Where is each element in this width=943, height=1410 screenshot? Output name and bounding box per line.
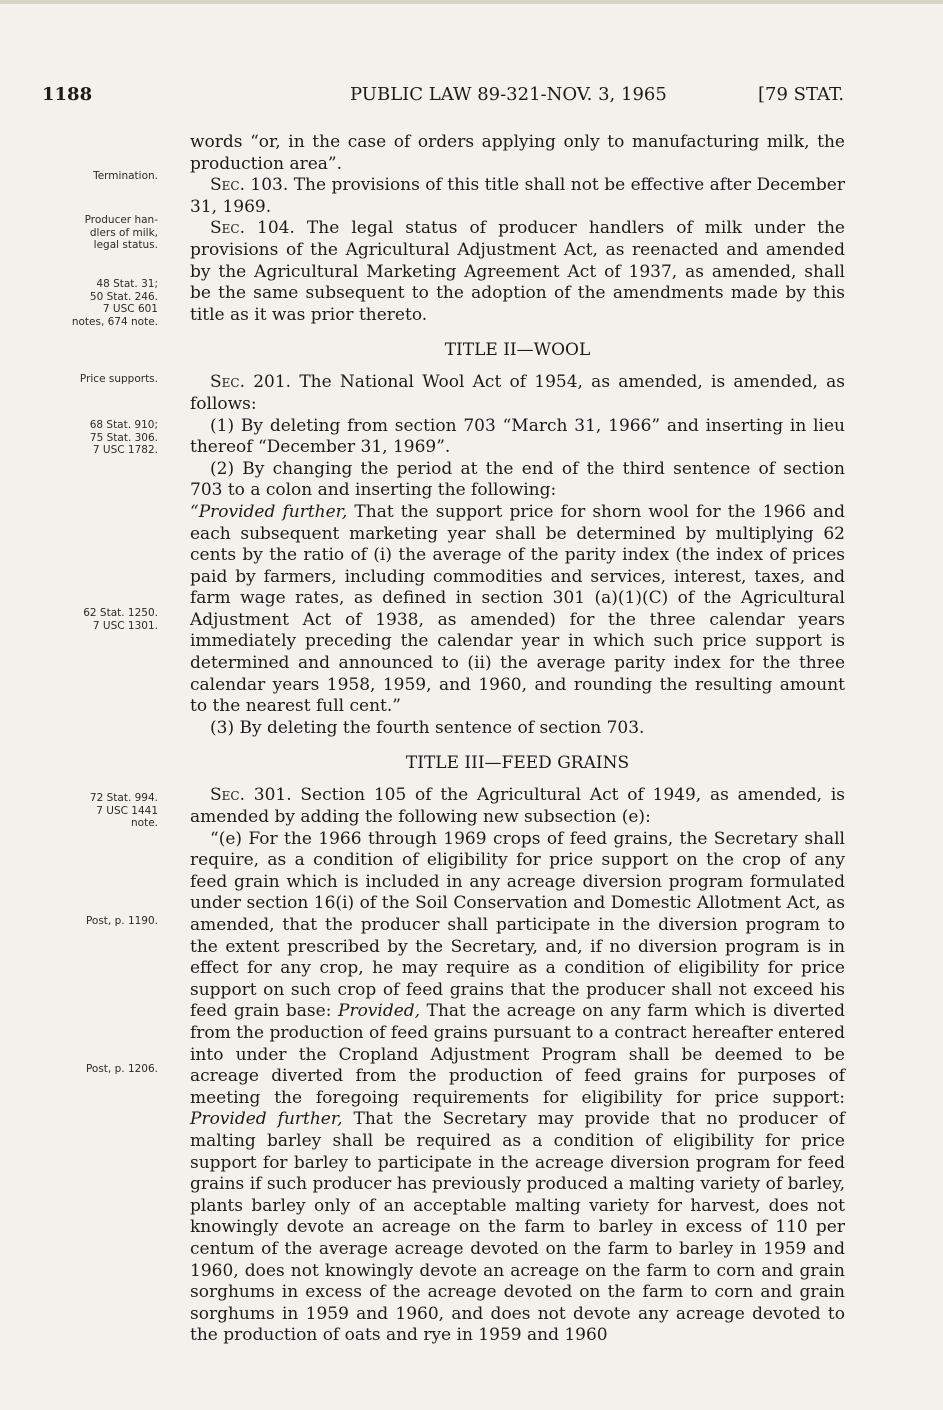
margin-note-citation-62-stat: 62 Stat. 1250. 7 USC 1301. — [83, 607, 158, 632]
paragraph-item-2: (2) By changing the period at the end of the third sentence of section 703 to a colon and inserting the following: — [190, 458, 845, 501]
page-body — [190, 132, 845, 1347]
running-title: PUBLIC LAW 89-321-NOV. 3, 1965 — [350, 84, 667, 105]
section-label: Sec. 201. — [210, 372, 292, 393]
section-label: Sec. 301. — [210, 785, 292, 806]
page-edge — [0, 0, 943, 4]
paragraph-sec-201: Sec. 201. The National Wool Act of 1954, as amended, is amended, as follows: — [190, 372, 846, 414]
title-iii-heading: TITLE III—FEED GRAINS — [405, 753, 630, 774]
paragraph-item-1: (1) By deleting from section 703 “March 31, 1966” and inserting in lieu thereof “December 31, 1969”. — [190, 415, 845, 458]
page-header — [0, 84, 943, 112]
margin-note-citation-72-stat: 72 Stat. 994. 7 USC 1441 note. — [89, 792, 158, 829]
paragraph-sec-301: Sec. 301. Section 105 of the Agricultural Act of 1949, as amended, is amended by adding the following new subsection (e): — [190, 785, 846, 828]
paragraph-proviso: “Provided further, That the support price for shorn wool for the 1966 and each subsequent marketing year shall be determined by multiplying 62 cents by the ratio of (i) the average of the parity index (the index of prices paid by farmers, including commodities and services, interest, taxes, and farm wage rates, as defined in section 301 (a)(1)(C) of the Agricultural Adjustment Act of 1938, as amended) for the three calendar years immediately preceding the calendar year in which such price support is determined and announced to (ii) the average parity index for the three calendar years 1958, 1959, and 1960, and rounding the resulting amount to the nearest full cent.” — [190, 501, 845, 717]
title-ii-heading: TITLE II—WOOL — [444, 340, 591, 361]
section-label: Sec. 104. — [210, 218, 295, 239]
margin-note-citation-48-stat: 48 Stat. 31; 50 Stat. 246. 7 USC 601 notes, 674 note. — [71, 278, 158, 328]
page-number: 1188 — [42, 84, 93, 105]
margin-note-producer-handlers: Producer han- dlers of milk, legal status. — [84, 214, 158, 251]
paragraph-subsection-e: “(e) For the 1966 through 1969 crops of feed grains, the Secretary shall require, as a condition of eligibility for price support on the crop of any feed grain which is included in any acreage diversion program formulated under section 16(i) of the Soil Conservation and Domestic Allotment Act, as amended, that the producer shall participate in the diversion program to the extent prescribed by the Secretary, and, if no diversion program is in effect for any crop, he may require as a condition of eligibility for price support on such crop of feed grains that the producer shall not exceed his feed grain base: Provided, That the acreage on any farm which is diverted from the production of feed grains pursuant to a contract hereafter entered into under the Cropland Adjustment Program shall be deemed to be acreage diverted from the production of feed grains for purposes of meeting the foregoing requirements for eligibility for price support: Provided further, That the Secretary may provide that no producer of malting barley shall be required as a condition of eligibility for price support for barley to participate in the acreage diversion program for feed grains if such producer has previously produced a malting variety of barley, plants barley only of an acceptable malting variety for harvest, does not knowingly devote an acreage on the farm to barley in excess of 110 per centum of the average acreage devoted on the farm to barley in 1959 and 1960, does not knowingly devote an acreage on the farm to corn and grain sorghums in excess of the acreage devoted on the farm to corn and grain sorghums in 1959 and 1960, and does not devote any acreage devoted to the production of oats and rye in 1959 and 1960 — [190, 828, 845, 1346]
margin-note-price-supports: Price supports. — [79, 373, 158, 385]
statute-reference: [79 STAT. — [758, 84, 845, 105]
paragraph-item-3: (3) By deleting the fourth sentence of section 703. — [210, 717, 645, 738]
margin-note-termination: Termination. — [93, 170, 158, 182]
paragraph: words “or, in the case of orders applying only to manufacturing milk, the production area”. — [190, 132, 845, 174]
paragraph-sec-103: Sec. 103. The provisions of this title shall not be effective after December 31, 1969. — [190, 175, 845, 217]
margin-note-post-1190: Post, p. 1190. — [85, 915, 158, 927]
paragraph-sec-104: Sec. 104. The legal status of producer handlers of milk under the provisions of the Agricultural Adjustment Act, as reenacted and amended by the Agricultural Marketing Agreement Act of 1937, as amended, shall be the same subsequent to the adoption of the amendments made by this title as it was prior thereto. — [190, 218, 845, 325]
margin-note-post-1206: Post, p. 1206. — [85, 1063, 158, 1075]
margin-note-citation-68-stat: 68 Stat. 910; 75 Stat. 306. 7 USC 1782. — [89, 419, 158, 456]
section-label: Sec. 103. — [210, 175, 289, 196]
